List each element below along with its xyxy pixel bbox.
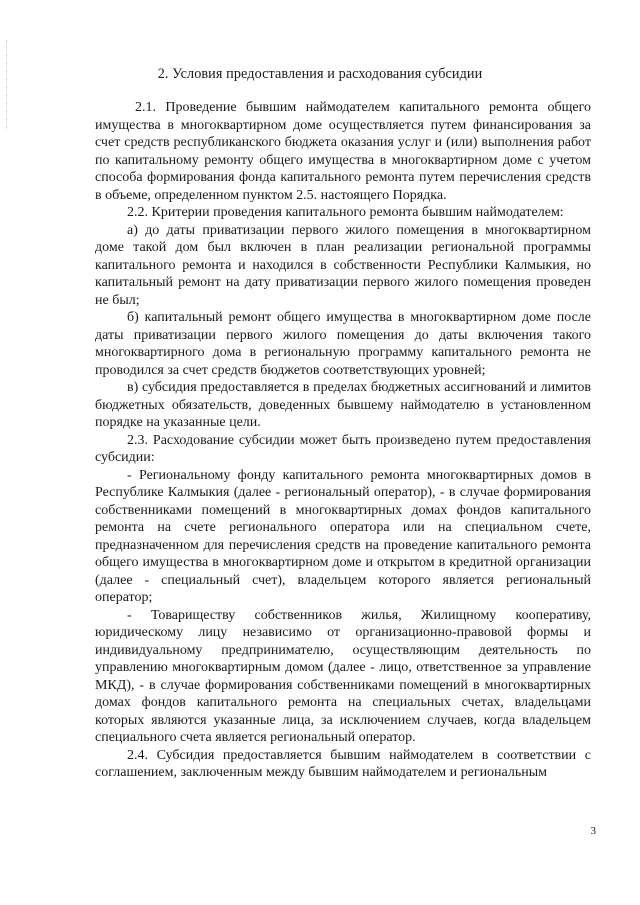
- paragraph-2-4: 2.4. Субсидия предоставляется бывшим наймодателем в соответствии с соглашением, заключенным между бывшим наймодателем и региональным: [95, 747, 591, 780]
- page-number: 3: [590, 825, 596, 837]
- paragraph-2-3-hoa: - Товариществу собственников жилья, Жилищному кооперативу, юридическому лицу независимо от организационно-правовой формы и индивидуальному предпринимателю, осуществляющим деятельность по управлению многоквартирным домом (далее - лицо, ответственное за управление МКД), - в случае формирования собственниками помещений в многоквартирных домах фондов капитального ремонта на специальных счетах, владельцами которых являются указанные лица, за исключением случаев, когда владельцем специального счета является региональный оператор.: [95, 607, 591, 745]
- paragraph-2-1: 2.1. Проведение бывшим наймодателем капитального ремонта общего имущества в многоквартирном доме осуществляется путем финансирования за счет средств республиканского бюджета оказания услуг и (или) выполнения работ по капитальному ремонту общего имущества в многоквартирном доме с учетом способа формирования фонда капитального ремонта путем перечисления средств в объеме, определенном пунктом 2.5. настоящего Порядка.: [95, 100, 591, 203]
- section-heading: 2. Условия предоставления и расходования субсидии: [157, 66, 483, 82]
- paragraph-2-2-c: в) субсидия предоставляется в пределах бюджетных ассигнований и лимитов бюджетных обязательств, доведенных бывшему наймодателю в установленном порядке на указанные цели.: [95, 380, 591, 430]
- body-text: [95, 99, 591, 782]
- paragraph-2-3: 2.3. Расходование субсидии может быть произведено путем предоставления субсидии:: [95, 432, 591, 465]
- paragraph-2-2: 2.2. Критерии проведения капитального ремонта бывшим наймодателем:: [127, 205, 564, 220]
- paragraph-2-2-b: б) капитальный ремонт общего имущества в многоквартирном доме после даты приватизации первого жилого помещения до даты включения такого многоквартирного дома в региональную программу капитального ремонта не проводился за счет средств бюджетов соответствующих уровней;: [95, 310, 591, 378]
- scan-margin-marks: [6, 40, 9, 130]
- paragraph-2-2-a: а) до даты приватизации первого жилого помещения в многоквартирном доме такой дом был включен в план реализации региональной программы капитального ремонта и находился в собственности Республики Калмыкия, но капитальный ремонт на дату приватизации первого жилого помещения проведен не был;: [95, 222, 591, 308]
- paragraph-2-3-regional-operator: - Региональному фонду капитального ремонта многоквартирных домов в Республике Калмыкия (далее - региональный оператор), - в случае формирования собственниками помещений в многоквартирных домах фондов капитального ремонта на счете регионального оператора или на специальном счете, предназначенном для перечисления средств на проведение капитального ремонта общего имущества в многоквартирном доме и открытом в кредитной организации (далее - специальный счет), владельцем которого является региональный оператор;: [95, 467, 591, 605]
